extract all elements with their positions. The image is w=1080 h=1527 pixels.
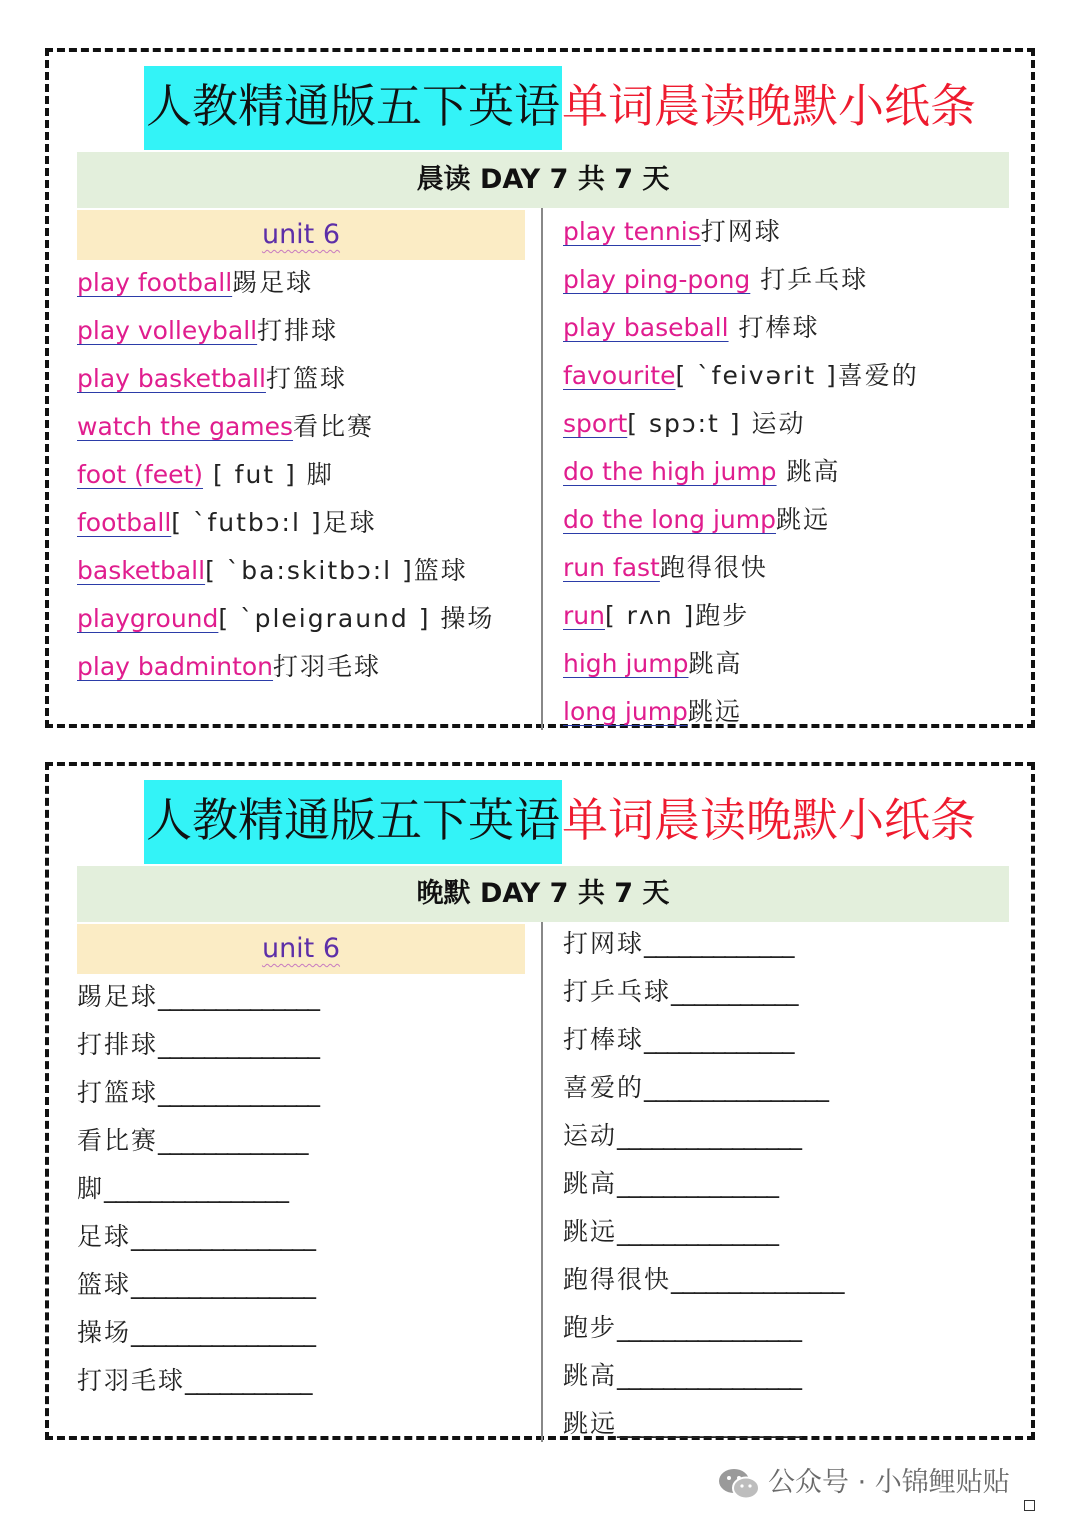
answer-blank[interactable]: ________________ bbox=[617, 1121, 802, 1150]
answer-blank[interactable]: _____________ bbox=[644, 929, 794, 958]
unit-header bbox=[77, 924, 525, 974]
answer-blank[interactable]: ________________ bbox=[131, 1270, 316, 1299]
word-list-right bbox=[563, 208, 919, 736]
english-word: sport bbox=[563, 409, 628, 438]
answer-blank[interactable]: ________________ bbox=[131, 1318, 316, 1347]
english-word: play ping-pong bbox=[563, 265, 751, 294]
chinese-meaning: 打网球 bbox=[700, 217, 782, 246]
day-bar: 晨读 DAY 7 共 7 天 bbox=[77, 152, 1009, 208]
morning-reading-card bbox=[45, 48, 1035, 728]
column-divider bbox=[541, 922, 543, 1442]
qr-badge bbox=[1024, 1500, 1076, 1522]
answer-blank[interactable]: _____________ bbox=[644, 1025, 794, 1054]
chinese-prompt: 看比赛 bbox=[77, 1126, 159, 1155]
vocab-item bbox=[563, 640, 919, 688]
title-highlight-part: 人教精通版五下英语 bbox=[144, 780, 562, 864]
chinese-meaning: 打乒乓球 bbox=[750, 265, 869, 294]
page-title bbox=[144, 66, 976, 146]
chinese-prompt: 脚 bbox=[77, 1174, 105, 1203]
dictation-item bbox=[563, 1400, 844, 1448]
day-bar: 晚默 DAY 7 共 7 天 bbox=[77, 866, 1009, 922]
vocab-item bbox=[77, 595, 494, 643]
vocab-item bbox=[563, 208, 919, 256]
chinese-meaning: 踢足球 bbox=[232, 268, 314, 297]
dictation-item bbox=[77, 1213, 319, 1261]
answer-blank[interactable]: ______________ bbox=[158, 1078, 320, 1107]
dictation-item bbox=[563, 1256, 844, 1304]
answer-blank[interactable]: ________________ bbox=[131, 1222, 316, 1251]
english-word: run bbox=[563, 601, 605, 630]
dictation-item bbox=[77, 1261, 319, 1309]
chinese-prompt: 跳远 bbox=[563, 1217, 618, 1246]
dictation-item bbox=[77, 1165, 319, 1213]
chinese-meaning: [ `ba:skitbɔ:l ]篮球 bbox=[205, 556, 468, 585]
dictation-list-right bbox=[563, 920, 844, 1448]
chinese-meaning: [ spɔ:t ] 运动 bbox=[627, 409, 806, 438]
english-word: play volleyball bbox=[77, 316, 258, 345]
chinese-meaning: [ fut ] 脚 bbox=[203, 460, 334, 489]
unit-label: unit 6 bbox=[261, 933, 341, 964]
vocab-item bbox=[77, 643, 494, 691]
title-red-part: 单词晨读晚默小纸条 bbox=[562, 793, 976, 847]
chinese-prompt: 喜爱的 bbox=[563, 1073, 645, 1102]
chinese-meaning: 跑得很快 bbox=[659, 553, 768, 582]
vocab-item bbox=[77, 259, 494, 307]
chinese-meaning: 打排球 bbox=[257, 316, 339, 345]
dictation-item bbox=[77, 973, 319, 1021]
vocab-item bbox=[563, 256, 919, 304]
dictation-item bbox=[563, 1304, 844, 1352]
chinese-meaning: 跳远 bbox=[776, 505, 831, 534]
chinese-prompt: 篮球 bbox=[77, 1270, 132, 1299]
vocab-item bbox=[77, 451, 494, 499]
english-word: play tennis bbox=[563, 217, 701, 246]
answer-blank[interactable]: _____________ bbox=[158, 1126, 308, 1155]
page-title bbox=[144, 780, 976, 860]
chinese-prompt: 打棒球 bbox=[563, 1025, 645, 1054]
vocab-item bbox=[563, 544, 919, 592]
dictation-item bbox=[563, 968, 844, 1016]
chinese-meaning: [ `feivərit ]喜爱的 bbox=[675, 361, 919, 390]
dictation-item bbox=[77, 1357, 319, 1405]
chinese-prompt: 跳高 bbox=[563, 1361, 618, 1390]
chinese-meaning: 看比赛 bbox=[293, 412, 375, 441]
chinese-prompt: 足球 bbox=[77, 1222, 132, 1251]
english-word: run fast bbox=[563, 553, 660, 582]
chinese-prompt: 运动 bbox=[563, 1121, 618, 1150]
chinese-meaning: [ `futbɔ:l ]足球 bbox=[171, 508, 377, 537]
dictation-item bbox=[563, 1112, 844, 1160]
vocab-item bbox=[563, 448, 919, 496]
dictation-item bbox=[77, 1117, 319, 1165]
english-word: do the long jump bbox=[563, 505, 777, 534]
vocab-item bbox=[77, 355, 494, 403]
dictation-item bbox=[563, 1352, 844, 1400]
title-red-part: 单词晨读晚默小纸条 bbox=[562, 79, 976, 133]
english-word: play badminton bbox=[77, 652, 274, 681]
answer-blank[interactable]: ________________ bbox=[617, 1313, 802, 1342]
wechat-icon bbox=[718, 1467, 760, 1501]
dictation-item bbox=[563, 1160, 844, 1208]
unit-label: unit 6 bbox=[261, 219, 341, 250]
title-highlight-part: 人教精通版五下英语 bbox=[144, 66, 562, 150]
vocab-item bbox=[77, 307, 494, 355]
dictation-item bbox=[77, 1069, 319, 1117]
chinese-prompt: 跑步 bbox=[563, 1313, 618, 1342]
vocab-item bbox=[563, 304, 919, 352]
chinese-meaning: 跳高 bbox=[776, 457, 841, 486]
english-word: favourite bbox=[563, 361, 676, 390]
chinese-prompt: 打羽毛球 bbox=[77, 1366, 186, 1395]
column-divider bbox=[541, 208, 543, 730]
answer-blank[interactable]: ________________ bbox=[644, 1073, 829, 1102]
dictation-item bbox=[563, 1016, 844, 1064]
chinese-prompt: 打篮球 bbox=[77, 1078, 159, 1107]
vocab-item bbox=[77, 403, 494, 451]
vocab-item bbox=[563, 688, 919, 736]
word-list-left bbox=[77, 259, 494, 691]
answer-blank[interactable]: ___________ bbox=[185, 1366, 312, 1395]
english-word: long jump bbox=[563, 697, 688, 726]
answer-blank[interactable]: ______________ bbox=[158, 982, 320, 1011]
unit-header bbox=[77, 210, 525, 260]
chinese-meaning: 打棒球 bbox=[728, 313, 820, 342]
footer-text: 公众号 · 小锦鲤贴贴 bbox=[768, 1467, 1010, 1498]
evening-dictation-card bbox=[45, 762, 1035, 1440]
answer-blank[interactable]: ________________ bbox=[617, 1361, 802, 1390]
chinese-prompt: 打排球 bbox=[77, 1030, 159, 1059]
english-word: football bbox=[77, 508, 172, 537]
chinese-prompt: 打网球 bbox=[563, 929, 645, 958]
answer-blank[interactable]: ______________ bbox=[617, 1169, 779, 1198]
chinese-meaning: 打羽毛球 bbox=[273, 652, 382, 681]
answer-blank[interactable]: ________________ bbox=[617, 1409, 802, 1438]
chinese-prompt: 操场 bbox=[77, 1318, 132, 1347]
answer-blank[interactable]: _______________ bbox=[671, 1265, 844, 1294]
vocab-item bbox=[77, 547, 494, 595]
english-word: basketball bbox=[77, 556, 206, 585]
answer-blank[interactable]: ___________ bbox=[671, 977, 798, 1006]
chinese-meaning: 跳远 bbox=[687, 697, 742, 726]
footer-watermark bbox=[718, 1458, 1010, 1508]
english-word: play basketball bbox=[77, 364, 266, 393]
english-word: playground bbox=[77, 604, 219, 633]
english-word: play football bbox=[77, 268, 233, 297]
chinese-prompt: 跑得很快 bbox=[563, 1265, 672, 1294]
dictation-list-left bbox=[77, 973, 319, 1405]
dictation-item bbox=[563, 1064, 844, 1112]
chinese-prompt: 跳高 bbox=[563, 1169, 618, 1198]
english-word: do the high jump bbox=[563, 457, 777, 486]
answer-blank[interactable]: ______________ bbox=[158, 1030, 320, 1059]
vocab-item bbox=[563, 592, 919, 640]
vocab-item bbox=[77, 499, 494, 547]
english-word: play baseball bbox=[563, 313, 729, 342]
dictation-item bbox=[77, 1309, 319, 1357]
answer-blank[interactable]: ________________ bbox=[104, 1174, 289, 1203]
english-word: foot (feet) bbox=[77, 460, 204, 489]
dictation-item bbox=[563, 920, 844, 968]
dictation-item bbox=[563, 1208, 844, 1256]
chinese-meaning: 打篮球 bbox=[265, 364, 347, 393]
chinese-prompt: 打乒乓球 bbox=[563, 977, 672, 1006]
english-word: high jump bbox=[563, 649, 689, 678]
chinese-meaning: [ rʌn ]跑步 bbox=[604, 601, 750, 630]
chinese-prompt: 踢足球 bbox=[77, 982, 159, 1011]
chinese-prompt: 跳远 bbox=[563, 1409, 618, 1438]
english-word: watch the games bbox=[77, 412, 294, 441]
qr-icon bbox=[1024, 1500, 1035, 1511]
dictation-item bbox=[77, 1021, 319, 1069]
chinese-meaning: [ `pleigraund ] 操场 bbox=[218, 604, 495, 633]
vocab-item bbox=[563, 400, 919, 448]
answer-blank[interactable]: ______________ bbox=[617, 1217, 779, 1246]
vocab-item bbox=[563, 352, 919, 400]
chinese-meaning: 跳高 bbox=[688, 649, 743, 678]
vocab-item bbox=[563, 496, 919, 544]
